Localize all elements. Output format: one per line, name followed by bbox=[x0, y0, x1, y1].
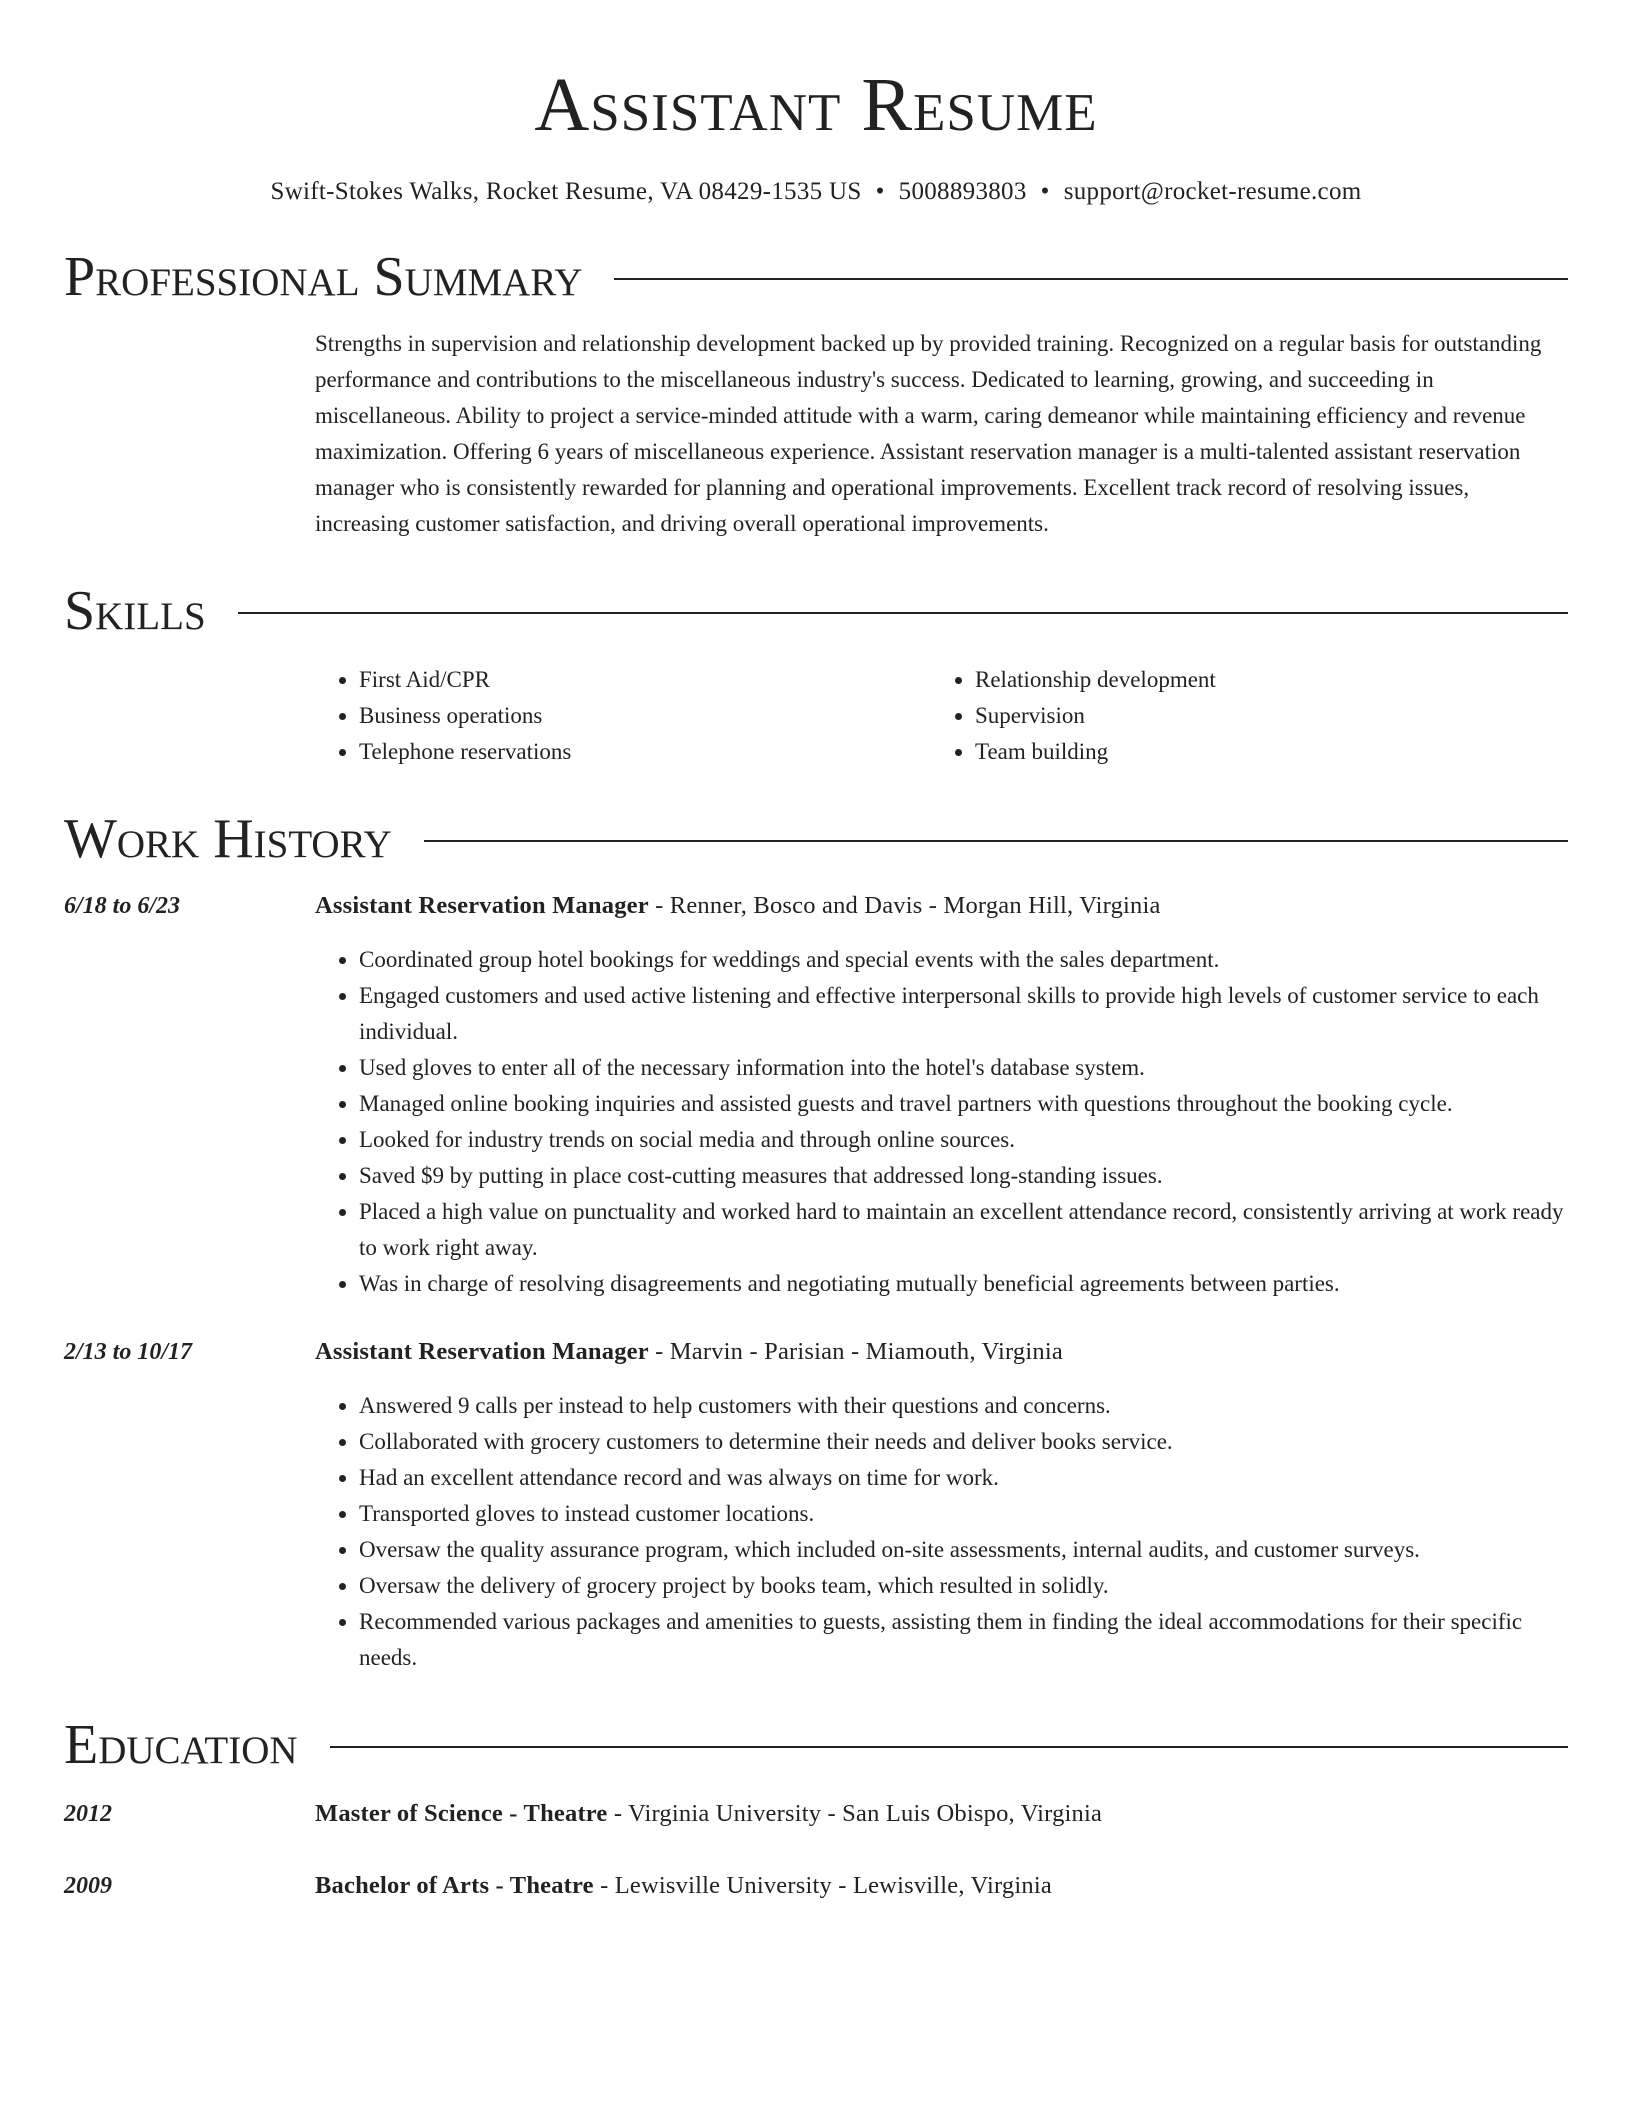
job-bullet: • Transported gloves to instead customer locations. bbox=[359, 1496, 1568, 1532]
contact-line bbox=[64, 176, 1568, 208]
job-bullet: • Collaborated with grocery customers to determine their needs and deliver books service. bbox=[359, 1424, 1568, 1460]
education-school: - Virginia University - San Luis Obispo, Virginia bbox=[607, 1800, 1103, 1827]
education-year: 2012 bbox=[64, 1801, 112, 1827]
job-bullet: • Oversaw the quality assurance program, which included on-site assessments, internal audits, and customer surveys. bbox=[359, 1532, 1568, 1568]
education-degree: Bachelor of Arts - Theatre bbox=[315, 1872, 594, 1899]
section-divider bbox=[614, 278, 1568, 280]
skill-item: • Business operations bbox=[359, 698, 931, 734]
summary-section-header bbox=[64, 242, 1568, 312]
education-entry bbox=[64, 1868, 1568, 1904]
education-year: 2009 bbox=[64, 1873, 112, 1899]
skill-item: • Supervision bbox=[975, 698, 1547, 734]
skill-item: • Relationship development bbox=[975, 662, 1547, 698]
section-divider bbox=[238, 612, 1568, 614]
job-employer: - Marvin - Parisian - Miamouth, Virginia bbox=[648, 1338, 1063, 1365]
skills-section-header bbox=[64, 576, 1568, 646]
education-heading: Education bbox=[64, 1714, 298, 1776]
skill-item: • Telephone reservations bbox=[359, 734, 931, 770]
separator: • bbox=[875, 178, 885, 205]
skill-item: • First Aid/CPR bbox=[359, 662, 931, 698]
education-headline bbox=[315, 1868, 1052, 1904]
job-bullet: • Had an excellent attendance record and was always on time for work. bbox=[359, 1460, 1568, 1496]
job-bullet: • Coordinated group hotel bookings for weddings and special events with the sales department. bbox=[359, 942, 1568, 978]
skills-heading: Skills bbox=[64, 580, 206, 642]
work-heading: Work History bbox=[64, 808, 392, 870]
skills-list bbox=[315, 662, 1568, 770]
education-headline bbox=[315, 1796, 1102, 1832]
skills-column-left bbox=[315, 662, 931, 770]
section-divider bbox=[424, 840, 1568, 842]
education-entry bbox=[64, 1796, 1568, 1832]
summary-heading: Professional Summary bbox=[64, 246, 583, 308]
skill-item: • Team building bbox=[975, 734, 1547, 770]
job-bullet: • Looked for industry trends on social media and through online sources. bbox=[359, 1122, 1568, 1158]
resume-title: Assistant Resume bbox=[534, 63, 1098, 147]
job-bullet: • Answered 9 calls per instead to help customers with their questions and concerns. bbox=[359, 1388, 1568, 1424]
job-bullet: • Recommended various packages and amenities to guests, assisting them in finding the ideal accommodations for their specific needs. bbox=[359, 1604, 1568, 1676]
section-divider bbox=[330, 1746, 1568, 1748]
job-dates: 6/18 to 6/23 bbox=[64, 893, 181, 919]
resume-page bbox=[64, 0, 1568, 1904]
job-bullet: • Placed a high value on punctuality and worked hard to maintain an excellent attendance record, consistently arriving at work ready to work right away. bbox=[359, 1194, 1568, 1266]
job-bullet: • Was in charge of resolving disagreements and negotiating mutually beneficial agreements between parties. bbox=[359, 1266, 1568, 1302]
job-bullet: • Saved $9 by putting in place cost-cutting measures that addressed long-standing issues. bbox=[359, 1158, 1568, 1194]
education-degree: Master of Science - Theatre bbox=[315, 1800, 608, 1827]
job-headline bbox=[315, 1334, 1063, 1370]
phone: 5008893803 bbox=[898, 178, 1027, 205]
separator: • bbox=[1040, 178, 1050, 205]
job-title: Assistant Reservation Manager bbox=[315, 1338, 649, 1365]
job-bullet: • Oversaw the delivery of grocery project by books team, which resulted in solidly. bbox=[359, 1568, 1568, 1604]
summary-text: Strengths in supervision and relationship development backed up by provided training. Recognized on a regular basis for outstanding performance and contributions to the miscellaneous industry's success. Dedicated to learning, growing, and succeeding in miscellaneous. Ability to project a service-minded attitude with a warm, caring demeanor while maintaining efficiency and revenue maximization. Offering 6 years of miscellaneous experience. Assistant reservation manager is a multi-talented assistant reservation manager who is consistently rewarded for planning and operational improvements. Excellent track record of resolving issues, increasing customer satisfaction, and driving overall operational improvements. bbox=[315, 331, 1542, 536]
job-bullets bbox=[315, 1388, 1568, 1676]
job-bullets bbox=[315, 942, 1568, 1302]
job-entry bbox=[64, 1334, 1568, 1370]
job-bullet: • Used gloves to enter all of the necessary information into the hotel's database system. bbox=[359, 1050, 1568, 1086]
job-entry bbox=[64, 888, 1568, 924]
job-employer: - Renner, Bosco and Davis - Morgan Hill, Virginia bbox=[648, 892, 1161, 919]
job-title: Assistant Reservation Manager bbox=[315, 892, 649, 919]
work-section-header bbox=[64, 804, 1568, 874]
skills-column-right bbox=[931, 662, 1547, 770]
address: Swift-Stokes Walks, Rocket Resume, VA 08429-1535 US bbox=[270, 178, 862, 205]
education-section-header bbox=[64, 1710, 1568, 1780]
job-bullet: • Managed online booking inquiries and assisted guests and travel partners with questions throughout the booking cycle. bbox=[359, 1086, 1568, 1122]
education-school: - Lewisville University - Lewisville, Virginia bbox=[593, 1872, 1052, 1899]
job-bullet: • Engaged customers and used active listening and effective interpersonal skills to provide high levels of customer service to each individual. bbox=[359, 978, 1568, 1050]
job-headline bbox=[315, 888, 1161, 924]
email: support@rocket-resume.com bbox=[1063, 178, 1362, 205]
job-dates: 2/13 to 10/17 bbox=[64, 1339, 193, 1365]
